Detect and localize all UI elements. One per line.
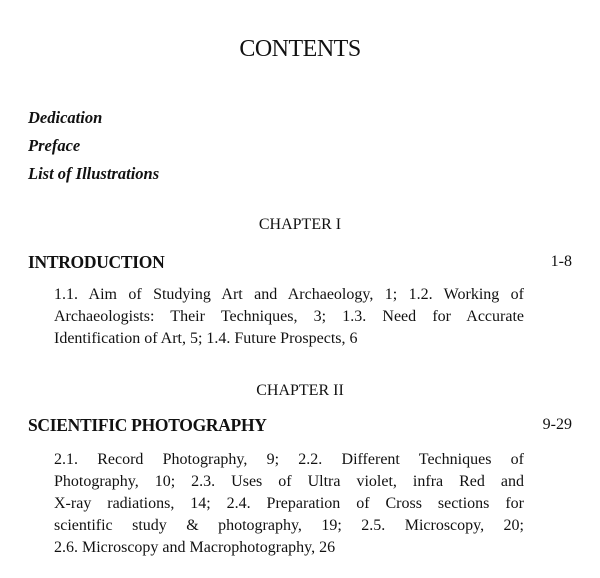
chapter-1-sections — [54, 284, 524, 350]
chapter-2-pages: 9-29 — [542, 416, 572, 433]
chapter-1-section-line: Archaeologists: Their Techniques, 3; 1.3. Need for Accurate — [54, 308, 524, 325]
chapter-2-section-line: Photography, 10; 2.3. Uses of Ultra violet, infra Red and — [54, 473, 524, 490]
front-matter-item-dedication: Dedication — [28, 108, 103, 127]
chapter-1-title: INTRODUCTION — [28, 252, 165, 272]
page-title: CONTENTS — [239, 36, 361, 62]
chapter-1-heading: CHAPTER I — [258, 216, 342, 233]
chapter-2-heading: CHAPTER II — [256, 382, 344, 399]
chapter-1-section-line: 1.1. Aim of Studying Art and Archaeology, 1; 1.2. Working of — [54, 286, 524, 303]
front-matter-list — [28, 104, 159, 188]
front-matter-item-list-of-illustrations: List of Illustrations — [28, 164, 160, 183]
chapter-2-section-line: 2.6. Microscopy and Macrophotography, 26 — [54, 539, 336, 556]
chapter-2-section-line: 2.1. Record Photography, 9; 2.2. Different Techniques of — [54, 451, 524, 468]
chapter-2-title: SCIENTIFIC PHOTOGRAPHY — [28, 415, 267, 435]
front-matter-item-preface: Preface — [28, 136, 81, 155]
chapter-2-sections — [54, 449, 524, 559]
chapter-1-section-line: Identification of Art, 5; 1.4. Future Prospects, 6 — [54, 330, 358, 347]
chapter-2-section-line: scientific study & photography, 19; 2.5. Microscopy, 20; — [54, 517, 524, 534]
chapter-2-section-line: X-ray radiations, 14; 2.4. Preparation of Cross sections for — [54, 495, 524, 512]
chapter-1-pages: 1-8 — [550, 253, 572, 270]
